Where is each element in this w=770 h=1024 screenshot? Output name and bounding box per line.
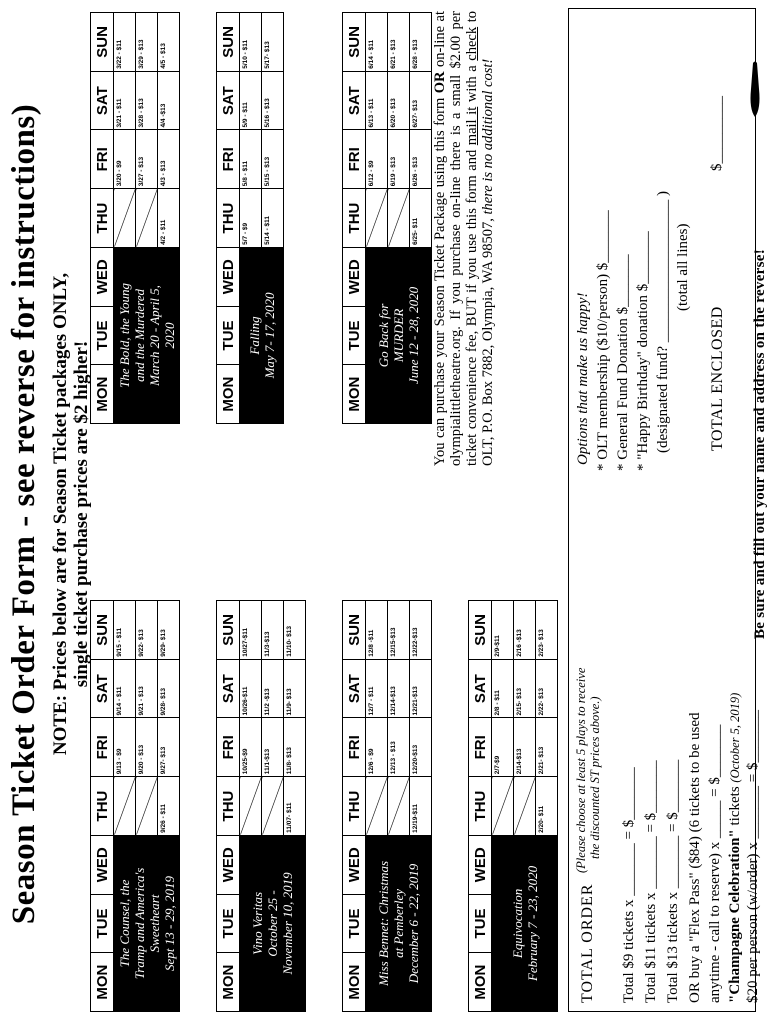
show-title-block [240, 835, 306, 1011]
day-header-tue: TUE [217, 306, 240, 365]
performance-cell: 10/25-$9 [240, 718, 262, 777]
performance-cell: 2/9-$11 [492, 601, 514, 660]
day-header-sun: SUN [343, 601, 366, 660]
performance-cell: 2/16 -$13 [514, 601, 536, 660]
price-note [50, 14, 92, 1014]
day-header-mon: MON [91, 953, 114, 1012]
empty-cell [284, 306, 306, 365]
show-calendar-2 [216, 600, 306, 1012]
day-header-wed: WED [91, 835, 114, 894]
day-header-tue: TUE [343, 894, 366, 953]
performance-cell: 11/8- $13 [284, 718, 306, 777]
day-header-fri: FRI [343, 130, 366, 189]
day-header-sat: SAT [217, 71, 240, 130]
day-header-thu: THU [91, 189, 114, 248]
instructions-text-4: to OLT, P.O. Box 7882, Olympia, WA 98507, [464, 11, 496, 466]
day-header-sat: SAT [343, 659, 366, 718]
performance-cell: 5/16 - $13 [262, 71, 284, 130]
performance-cell: 3/29 - $13 [136, 13, 158, 72]
day-header-wed: WED [91, 247, 114, 306]
performance-cell: 6/19 - $13 [388, 130, 410, 189]
day-header-sun: SUN [469, 601, 492, 660]
day-header-thu: THU [343, 777, 366, 836]
no-performance-cell [114, 777, 136, 836]
day-header-tue: TUE [217, 894, 240, 953]
performance-cell: 3/27 - $13 [136, 130, 158, 189]
performance-cell: 11/9- $13 [284, 659, 306, 718]
day-header-fri: FRI [91, 718, 114, 777]
performance-cell: 12/21-$13 [410, 659, 432, 718]
empty-cell [284, 189, 306, 248]
performance-cell: 5/9 - $11 [240, 71, 262, 130]
instructions-or: OR [432, 71, 448, 94]
show-title-block [114, 835, 180, 1011]
day-header-fri: FRI [469, 718, 492, 777]
options-heading: Options that make us happy! [575, 292, 591, 465]
no-performance-cell [262, 777, 284, 836]
performance-cell: 3/22 - $11 [114, 13, 136, 72]
performance-cell: 6/20 - $13 [388, 71, 410, 130]
performance-cell: 4/4 -$13 [158, 71, 180, 130]
show-title-line: Miss Bennet: Christmas [376, 860, 391, 986]
day-header-wed: WED [469, 835, 492, 894]
purchase-instructions [432, 11, 496, 466]
performance-cell: 12/13 - $13 [388, 718, 410, 777]
show-title-block [492, 835, 558, 1011]
performance-cell: 12/15-$13 [388, 601, 410, 660]
performance-cell: 2/14-$13 [514, 718, 536, 777]
day-header-sat: SAT [343, 71, 366, 130]
flex-pass-line2[interactable]: anytime - call to reserve) x _____ = $_______ [707, 724, 723, 1003]
performance-cell: 11/10- $13 [284, 601, 306, 660]
show-title-line: Equivocation [509, 888, 525, 959]
show-title-line: at Pemberley [391, 888, 406, 958]
price-note-line2: single ticket purchase prices are $2 higher! [71, 340, 92, 688]
day-header-thu: THU [469, 777, 492, 836]
total-order-heading: TOTAL ORDER [579, 883, 596, 1003]
performance-cell: 5/17- $13 [262, 13, 284, 72]
no-performance-cell [114, 189, 136, 248]
day-header-tue: TUE [343, 306, 366, 365]
no-performance-cell [240, 777, 262, 836]
performance-cell: 4/5 - $13 [158, 13, 180, 72]
day-header-sat: SAT [91, 659, 114, 718]
champagne-line2[interactable]: $20 per person (w/order) x _______ = $_______ [745, 710, 761, 1003]
performance-cell: 9/26 - $11 [158, 777, 180, 836]
show-title-line: Sweetheart [146, 894, 162, 953]
day-header-fri: FRI [343, 718, 366, 777]
instructions-text-1: You can purchase your Season Ticket Package using this form [432, 93, 448, 466]
performance-cell: 11/07- $11 [284, 777, 306, 836]
performance-cell: 9/13 - $9 [114, 718, 136, 777]
performance-cell: 5/10 - $11 [240, 13, 262, 72]
performance-cell: 12/6 - $9 [366, 718, 388, 777]
performance-cell: 2/7-$9 [492, 718, 514, 777]
instructions-mail-it: mail it [464, 106, 480, 146]
champagne-date: (October 5, 2019) [728, 692, 742, 783]
performance-cell: 9/14 - $11 [114, 659, 136, 718]
show-calendar-6 [216, 12, 305, 424]
show-title-line: December 6 - 22, 2019 [406, 863, 421, 984]
day-header-thu: THU [343, 189, 366, 248]
show-title-block [114, 247, 180, 423]
day-header-fri: FRI [91, 130, 114, 189]
show-title-line: 2020 [161, 322, 177, 349]
instructions-text-3: with a [464, 60, 480, 107]
day-header-mon: MON [469, 953, 492, 1012]
show-title-line: The Counsel, the [116, 879, 132, 968]
total-enclosed-amount[interactable]: $_________ [709, 96, 725, 171]
performance-cell: 6/27- $13 [410, 71, 432, 130]
day-header-sun: SUN [91, 601, 114, 660]
performance-cell: 11/1-$13 [262, 718, 284, 777]
day-header-fri: FRI [217, 130, 240, 189]
performance-cell: 5/14 - $11 [262, 189, 284, 248]
day-header-tue: TUE [469, 894, 492, 953]
order-note-line1: (Please choose at least 5 plays to receive [574, 667, 588, 873]
day-header-sun: SUN [217, 13, 240, 72]
performance-cell: 6/12 - $9 [366, 130, 388, 189]
membership-option[interactable]: * OLT membership ($10/person) $_______ [595, 210, 611, 471]
day-header-thu: THU [217, 189, 240, 248]
general-fund-option[interactable]: * General Fund Donation $_______ [615, 254, 631, 471]
price-note-line1: NOTE: Prices below are for Season Ticket packages ONLY, [50, 272, 71, 756]
performance-cell: 2/22- $13 [536, 659, 558, 718]
performance-cell: 3/20 - $9 [114, 130, 136, 189]
champagne-title: "Champagne Celebration" [727, 829, 743, 1003]
day-header-sun: SUN [91, 13, 114, 72]
performance-cell: 12/19-$11 [410, 777, 432, 836]
show-title-line: June 12 - 28, 2020 [406, 286, 421, 385]
performance-cell: 4/3 - $13 [158, 130, 180, 189]
footer-reminder: Be sure and fill out your name and address on the reverse! [752, 248, 768, 640]
empty-cell [284, 247, 306, 306]
day-header-sat: SAT [217, 659, 240, 718]
no-performance-cell [388, 189, 410, 248]
day-header-mon: MON [217, 953, 240, 1012]
performance-cell: 11/3-$13 [262, 601, 284, 660]
show-title-line: May 7- 17, 2020 [261, 292, 277, 379]
day-header-tue: TUE [91, 894, 114, 953]
performance-cell: 5/15 - $13 [262, 130, 284, 189]
champagne-line1 [727, 693, 744, 1003]
performance-cell: 6/26 - $13 [410, 130, 432, 189]
champagne-rest: tickets [727, 782, 743, 830]
day-header-sat: SAT [91, 71, 114, 130]
show-calendar-4 [468, 600, 558, 1012]
pointing-pen-icon [748, 59, 762, 119]
no-performance-cell [366, 189, 388, 248]
empty-cell [284, 13, 306, 72]
total-all-lines: (total all lines) [675, 223, 691, 311]
show-calendar-5 [90, 12, 180, 424]
show-title-line: MURDER [391, 308, 406, 363]
performance-cell: 10/27-$11 [240, 601, 262, 660]
show-title-block [366, 835, 432, 1011]
no-performance-cell [388, 777, 410, 836]
performance-cell: 6/21 - $13 [388, 13, 410, 72]
no-performance-cell [136, 189, 158, 248]
performance-cell: 4/2 - $11 [158, 189, 180, 248]
day-header-wed: WED [343, 247, 366, 306]
performance-cell: 12/22-$13 [410, 601, 432, 660]
day-header-thu: THU [91, 777, 114, 836]
total-enclosed-label: TOTAL ENCLOSED [709, 306, 726, 451]
performance-cell: 12/7 - $11 [366, 659, 388, 718]
empty-cell [284, 71, 306, 130]
nine-dollar-line[interactable]: Total $9 tickets x _______ = $_______ [621, 767, 637, 1003]
day-header-mon: MON [91, 365, 114, 424]
performance-cell: 9/20 - $13 [136, 718, 158, 777]
instructions-no-cost: there is no additional cost! [480, 58, 496, 215]
form-title: Season Ticket Order Form - see reverse for instructions) [6, 103, 42, 925]
show-title-line: October 25 - [265, 890, 280, 957]
no-performance-cell [366, 777, 388, 836]
empty-cell [284, 365, 306, 424]
day-header-sun: SUN [217, 601, 240, 660]
show-calendar-1 [90, 600, 180, 1012]
performance-cell: 12/8 -$11 [366, 601, 388, 660]
performance-cell: 12/14-$13 [388, 659, 410, 718]
performance-cell: 2/20- $11 [536, 777, 558, 836]
performance-cell: 6/13 - $11 [366, 71, 388, 130]
performance-cell: 9/29- $13 [158, 601, 180, 660]
show-title-line: February 7 - 23, 2020 [524, 865, 540, 982]
designated-fund-field[interactable]: (designated fund? ___________________ ) [655, 190, 671, 453]
performance-cell: 3/28 - $13 [136, 71, 158, 130]
no-performance-cell [514, 777, 536, 836]
no-performance-cell [136, 777, 158, 836]
day-header-wed: WED [217, 835, 240, 894]
performance-cell: 9/21 - $13 [136, 659, 158, 718]
performance-cell: 2/23- $13 [536, 601, 558, 660]
show-title-line: November 10, 2019 [280, 872, 295, 975]
instructions-check: check [464, 26, 480, 61]
order-note-line2: the discounted ST prices above.) [588, 696, 602, 859]
performance-cell: 12/20-$13 [410, 718, 432, 777]
show-calendar-3 [342, 600, 432, 1012]
show-title-block [366, 247, 432, 423]
performance-cell: 5/8 - $11 [240, 130, 262, 189]
birthday-donation-option[interactable]: * "Happy Birthday" donation $_______ [635, 231, 651, 471]
instructions-text-2: on-line at olympialittletheatre.org. If you purchase on-line there is a small $2.00 per ticket convenience fee, BUT if you use this form and [432, 11, 480, 466]
show-title-line: March 20 - April 5, [146, 285, 162, 386]
eleven-dollar-line[interactable]: Total $11 tickets x _______ = $_______ [643, 760, 659, 1003]
day-header-fri: FRI [217, 718, 240, 777]
performance-cell: 11/2 -$13 [262, 659, 284, 718]
performance-cell: 9/27- $13 [158, 718, 180, 777]
performance-cell: 9/22- $13 [136, 601, 158, 660]
empty-cell [284, 130, 306, 189]
performance-cell: 9/15 - $11 [114, 601, 136, 660]
show-title-line: and the Murdered [131, 289, 147, 382]
day-header-wed: WED [343, 835, 366, 894]
day-header-thu: THU [217, 777, 240, 836]
flex-pass-line1[interactable]: OR buy a "Flex Pass" ($84) (6 tickets to be used [687, 712, 703, 1003]
performance-cell: 6/14 - $11 [366, 13, 388, 72]
performance-cell: 5/7 - $9 [240, 189, 262, 248]
performance-cell: 2/21- $13 [536, 718, 558, 777]
day-header-mon: MON [343, 953, 366, 1012]
show-calendar-7 [342, 12, 432, 424]
performance-cell: 2/15- $13 [514, 659, 536, 718]
performance-cell: 2/8 - $11 [492, 659, 514, 718]
performance-cell: 6/28 - $13 [410, 13, 432, 72]
day-header-sat: SAT [469, 659, 492, 718]
day-header-mon: MON [217, 365, 240, 424]
show-title-block [240, 247, 284, 423]
show-title-line: The Bold, the Young [116, 282, 132, 388]
show-title-line: Vino Veritas [250, 891, 265, 955]
performance-cell: 3/21 - $11 [114, 71, 136, 130]
thirteen-dollar-line[interactable]: Total $13 tickets x _______ = $_______ [665, 759, 681, 1003]
performance-cell: 10/26-$11 [240, 659, 262, 718]
day-header-tue: TUE [91, 306, 114, 365]
show-title-line: Falling [246, 316, 262, 355]
day-header-sun: SUN [343, 13, 366, 72]
show-title-line: Sept 13 - 29, 2019 [161, 875, 177, 971]
day-header-mon: MON [343, 365, 366, 424]
day-header-wed: WED [217, 247, 240, 306]
performance-cell: 6/25- $11 [410, 189, 432, 248]
no-performance-cell [492, 777, 514, 836]
performance-cell: 9/28- $13 [158, 659, 180, 718]
show-title-line: Go Back for [376, 303, 391, 368]
show-title-line: Tramp and America's [131, 867, 147, 980]
